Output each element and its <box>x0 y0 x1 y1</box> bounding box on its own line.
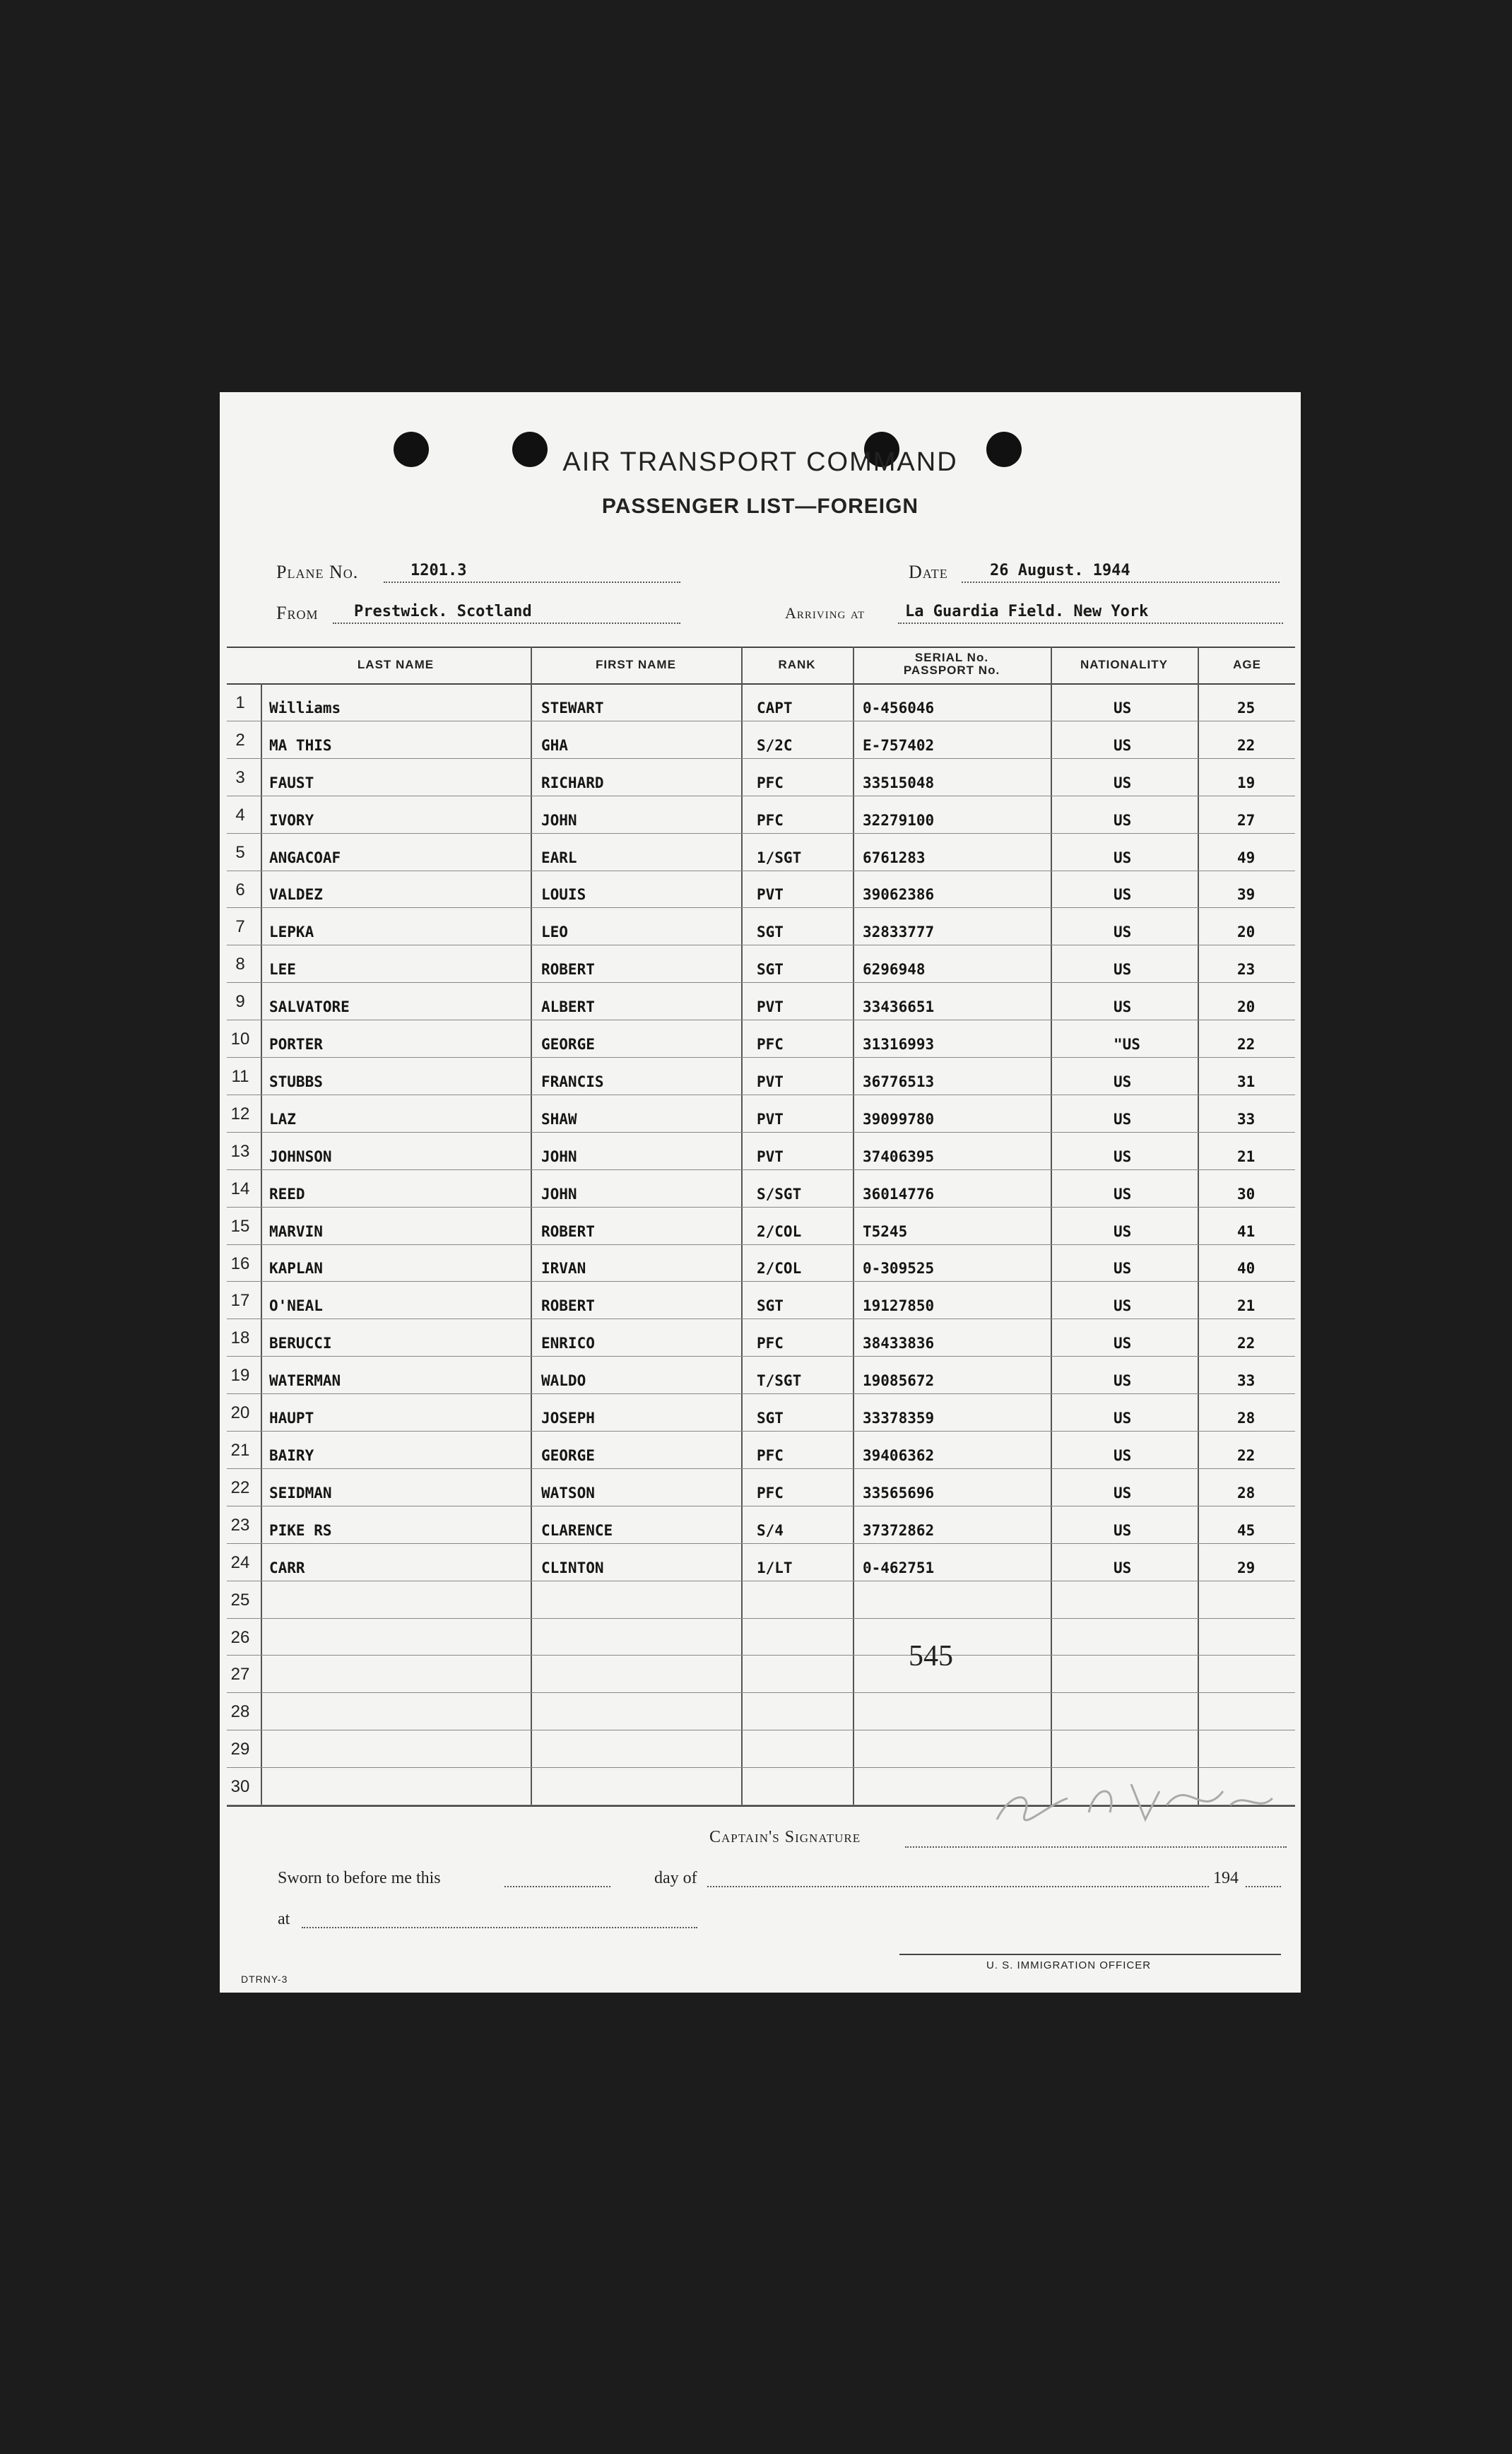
age-cell: 41 <box>1237 1222 1256 1240</box>
last-name-cell: KAPLAN <box>269 1260 323 1278</box>
row-number: 12 <box>230 1104 250 1123</box>
col-divider <box>1198 647 1199 1805</box>
last-name-cell: BAIRY <box>269 1446 314 1464</box>
plane-label: Plane No. <box>276 562 359 582</box>
serial-cell: 19085672 <box>863 1372 935 1390</box>
rank-cell: PFC <box>757 1446 784 1464</box>
first-name-cell: JOHN <box>541 1148 577 1165</box>
rank-cell: SGT <box>757 1410 784 1427</box>
row-number: 3 <box>235 767 245 787</box>
rank-cell: PVT <box>757 1110 784 1128</box>
age-cell: 45 <box>1237 1521 1256 1539</box>
row-number: 26 <box>230 1627 250 1647</box>
row-number: 11 <box>231 1067 249 1086</box>
row-number: 27 <box>230 1665 250 1685</box>
serial-cell: 37406395 <box>863 1148 935 1165</box>
row-number: 14 <box>230 1179 250 1198</box>
row-number: 29 <box>230 1740 250 1759</box>
first-name-cell: JOHN <box>541 811 577 829</box>
age-cell: 27 <box>1237 811 1256 829</box>
row-rule <box>227 1543 1295 1544</box>
from-label: From <box>276 603 319 623</box>
nationality-cell: US <box>1114 1222 1132 1240</box>
date-line <box>962 582 1280 583</box>
first-name-cell: ALBERT <box>541 998 595 1016</box>
row-number: 6 <box>235 880 245 899</box>
col-divider <box>1051 647 1052 1805</box>
last-name-cell: VALDEZ <box>269 886 323 904</box>
age-cell: 40 <box>1237 1260 1256 1278</box>
header-first-name: FIRST NAME <box>596 658 676 671</box>
nationality-cell: US <box>1114 1484 1132 1502</box>
rank-cell: S/4 <box>757 1521 784 1539</box>
row-number: 7 <box>235 917 245 937</box>
last-name-cell: IVORY <box>269 811 314 829</box>
first-name-cell: ROBERT <box>541 1297 595 1315</box>
nationality-cell: US <box>1114 998 1132 1016</box>
row-number: 16 <box>230 1253 250 1273</box>
rank-cell: 2/COL <box>757 1260 802 1278</box>
header-age: AGE <box>1233 658 1261 671</box>
age-cell: 49 <box>1237 849 1256 866</box>
serial-cell: 6761283 <box>863 849 926 866</box>
last-name-cell: WATERMAN <box>269 1372 341 1390</box>
row-rule <box>227 1692 1295 1693</box>
header-serial: SERIAL No. <box>914 651 989 664</box>
year-text: 194 <box>1213 1869 1239 1887</box>
row-rule <box>227 1244 1295 1245</box>
age-cell: 22 <box>1237 1036 1256 1053</box>
year-line <box>1246 1886 1281 1887</box>
rank-cell: PVT <box>757 1148 784 1165</box>
serial-cell: 32279100 <box>863 811 935 829</box>
rank-cell: PFC <box>757 1036 784 1053</box>
rank-cell: PFC <box>757 811 784 829</box>
first-name-cell: SHAW <box>541 1110 577 1128</box>
last-name-cell: SEIDMAN <box>269 1484 332 1502</box>
serial-cell: T5245 <box>863 1222 908 1240</box>
col-divider <box>853 647 854 1805</box>
date-value: 26 August. 1944 <box>990 562 1130 579</box>
age-cell: 30 <box>1237 1185 1256 1203</box>
last-name-cell: REED <box>269 1185 305 1203</box>
age-cell: 20 <box>1237 924 1256 941</box>
serial-cell: 33436651 <box>863 998 935 1016</box>
row-rule <box>227 907 1295 908</box>
rank-cell: PFC <box>757 1484 784 1502</box>
row-number: 30 <box>230 1777 250 1797</box>
rank-cell: SGT <box>757 1297 784 1315</box>
nationality-cell: US <box>1114 1521 1132 1539</box>
nationality-cell: US <box>1114 1260 1132 1278</box>
last-name-cell: MARVIN <box>269 1222 323 1240</box>
row-number: 17 <box>230 1291 250 1311</box>
nationality-cell: US <box>1114 1148 1132 1165</box>
last-name-cell: FAUST <box>269 774 314 791</box>
row-rule <box>227 1169 1295 1170</box>
stamp-number: 545 <box>909 1640 953 1673</box>
row-number: 25 <box>230 1590 250 1610</box>
row-rule <box>227 1057 1295 1058</box>
row-number: 19 <box>230 1366 250 1386</box>
age-cell: 22 <box>1237 1446 1256 1464</box>
last-name-cell: BERUCCI <box>269 1335 332 1352</box>
last-name-cell: HAUPT <box>269 1410 314 1427</box>
nationality-cell: US <box>1114 811 1132 829</box>
serial-cell: 0-309525 <box>863 1260 935 1278</box>
age-cell: 20 <box>1237 998 1256 1016</box>
first-name-cell: ENRICO <box>541 1335 595 1352</box>
rank-cell: 1/LT <box>757 1559 793 1576</box>
row-number: 15 <box>230 1216 250 1236</box>
serial-cell: E-757402 <box>863 736 935 754</box>
serial-cell: 32833777 <box>863 924 935 941</box>
age-cell: 28 <box>1237 1484 1256 1502</box>
first-name-cell: GEORGE <box>541 1036 595 1053</box>
last-name-cell: STUBBS <box>269 1073 323 1090</box>
captain-signature-line <box>905 1846 1287 1848</box>
arriving-value: La Guardia Field. New York <box>905 603 1149 620</box>
serial-cell: 36014776 <box>863 1185 935 1203</box>
plane-line <box>384 582 680 583</box>
row-rule <box>227 1356 1295 1357</box>
first-name-cell: FRANCIS <box>541 1073 604 1090</box>
nationality-cell: "US <box>1114 1036 1140 1053</box>
captain-signature-label: Captain's Signature <box>709 1828 861 1846</box>
first-name-cell: ROBERT <box>541 961 595 979</box>
last-name-cell: SALVATORE <box>269 998 350 1016</box>
nationality-cell: US <box>1114 1410 1132 1427</box>
last-name-cell: MA THIS <box>269 736 332 754</box>
age-cell: 39 <box>1237 886 1256 904</box>
age-cell: 28 <box>1237 1410 1256 1427</box>
row-rule <box>227 1468 1295 1469</box>
row-number: 28 <box>230 1702 250 1722</box>
arriving-label: Arriving at <box>785 604 866 622</box>
row-rule <box>227 982 1295 983</box>
age-cell: 21 <box>1237 1148 1256 1165</box>
first-name-cell: WALDO <box>541 1372 586 1390</box>
header-nationality: NATIONALITY <box>1080 658 1168 671</box>
row-rule <box>227 1618 1295 1619</box>
row-number: 21 <box>230 1441 250 1460</box>
last-name-cell: ANGACOAF <box>269 849 341 866</box>
row-rule <box>227 1281 1295 1282</box>
serial-cell: 39406362 <box>863 1446 935 1464</box>
nationality-cell: US <box>1114 961 1132 979</box>
serial-cell: 33378359 <box>863 1410 935 1427</box>
rank-cell: CAPT <box>757 699 793 716</box>
row-rule <box>227 1207 1295 1208</box>
table-header-rule <box>227 683 1295 685</box>
row-number: 5 <box>235 842 245 862</box>
row-rule <box>227 833 1295 834</box>
rank-cell: PFC <box>757 1335 784 1352</box>
serial-cell: 39062386 <box>863 886 935 904</box>
last-name-cell: LAZ <box>269 1110 296 1128</box>
row-number: 9 <box>235 992 245 1012</box>
rank-cell: S/2C <box>757 736 793 754</box>
passenger-list-sheet <box>220 392 1301 1993</box>
serial-cell: 36776513 <box>863 1073 935 1090</box>
captain-signature-scribble <box>983 1763 1280 1841</box>
nationality-cell: US <box>1114 1335 1132 1352</box>
last-name-cell: Williams <box>269 699 341 716</box>
last-name-cell: LEPKA <box>269 924 314 941</box>
last-name-cell: PIKE RS <box>269 1521 332 1539</box>
row-number: 24 <box>230 1552 250 1572</box>
serial-cell: 19127850 <box>863 1297 935 1315</box>
rank-cell: T/SGT <box>757 1372 802 1390</box>
col-divider <box>741 647 743 1805</box>
first-name-cell: ROBERT <box>541 1222 595 1240</box>
first-name-cell: RICHARD <box>541 774 604 791</box>
row-number: 13 <box>230 1141 250 1161</box>
at-text: at <box>278 1910 290 1928</box>
at-line <box>302 1927 697 1928</box>
rank-cell: PFC <box>757 774 784 791</box>
row-number: 2 <box>235 730 245 750</box>
last-name-cell: LEE <box>269 961 296 979</box>
table-top-rule <box>227 647 1295 648</box>
row-number: 10 <box>230 1030 250 1049</box>
nationality-cell: US <box>1114 699 1132 716</box>
age-cell: 19 <box>1237 774 1256 791</box>
rank-cell: 1/SGT <box>757 849 802 866</box>
row-number: 8 <box>235 955 245 974</box>
arriving-line <box>898 623 1283 624</box>
nationality-cell: US <box>1114 849 1132 866</box>
from-value: Prestwick. Scotland <box>354 603 532 620</box>
age-cell: 25 <box>1237 699 1256 716</box>
serial-cell: 0-462751 <box>863 1559 935 1576</box>
sworn-month-line <box>707 1886 1209 1887</box>
form-title: AIR TRANSPORT COMMAND <box>562 447 958 477</box>
nationality-cell: US <box>1114 1559 1132 1576</box>
age-cell: 22 <box>1237 1335 1256 1352</box>
rank-cell: SGT <box>757 924 784 941</box>
serial-cell: 33515048 <box>863 774 935 791</box>
last-name-cell: O'NEAL <box>269 1297 323 1315</box>
col-divider <box>531 647 532 1805</box>
nationality-cell: US <box>1114 1297 1132 1315</box>
row-rule <box>227 758 1295 759</box>
first-name-cell: CLARENCE <box>541 1521 613 1539</box>
age-cell: 22 <box>1237 736 1256 754</box>
officer-label: U. S. IMMIGRATION OFFICER <box>986 1959 1152 1971</box>
row-rule <box>227 1132 1295 1133</box>
first-name-cell: STEWART <box>541 699 604 716</box>
last-name-cell: CARR <box>269 1559 305 1576</box>
row-number: 23 <box>230 1515 250 1535</box>
serial-cell: 38433836 <box>863 1335 935 1352</box>
first-name-cell: JOSEPH <box>541 1410 595 1427</box>
row-rule <box>227 1393 1295 1394</box>
first-name-cell: GEORGE <box>541 1446 595 1464</box>
first-name-cell: WATSON <box>541 1484 595 1502</box>
row-number: 4 <box>235 805 245 825</box>
age-cell: 23 <box>1237 961 1256 979</box>
row-number: 18 <box>230 1328 250 1348</box>
header-rank: RANK <box>778 658 816 671</box>
row-number: 1 <box>235 693 245 712</box>
first-name-cell: LEO <box>541 924 568 941</box>
age-cell: 31 <box>1237 1073 1256 1090</box>
day-of-text: day of <box>654 1869 697 1887</box>
nationality-cell: US <box>1114 886 1132 904</box>
first-name-cell: CLINTON <box>541 1559 604 1576</box>
age-cell: 33 <box>1237 1372 1256 1390</box>
nationality-cell: US <box>1114 736 1132 754</box>
first-name-cell: LOUIS <box>541 886 586 904</box>
header-last-name: LAST NAME <box>357 658 435 671</box>
sworn-text: Sworn to before me this <box>278 1869 441 1887</box>
rank-cell: 2/COL <box>757 1222 802 1240</box>
header-passport: PASSPORT No. <box>903 663 1000 677</box>
from-line <box>333 623 680 624</box>
officer-signature-line <box>899 1954 1281 1955</box>
age-cell: 33 <box>1237 1110 1256 1128</box>
age-cell: 21 <box>1237 1297 1256 1315</box>
nationality-cell: US <box>1114 924 1132 941</box>
row-number: 22 <box>230 1477 250 1497</box>
nationality-cell: US <box>1114 1073 1132 1090</box>
serial-cell: 39099780 <box>863 1110 935 1128</box>
plane-value: 1201.3 <box>411 562 467 579</box>
last-name-cell: PORTER <box>269 1036 323 1053</box>
age-cell: 29 <box>1237 1559 1256 1576</box>
row-rule <box>227 1655 1295 1656</box>
serial-cell: 37372862 <box>863 1521 935 1539</box>
row-number: 20 <box>230 1403 250 1423</box>
rank-cell: PVT <box>757 998 784 1016</box>
date-label: Date <box>909 562 948 582</box>
first-name-cell: GHA <box>541 736 568 754</box>
rank-cell: S/SGT <box>757 1185 802 1203</box>
sworn-day-line <box>504 1886 610 1887</box>
nationality-cell: US <box>1114 1110 1132 1128</box>
rank-cell: PVT <box>757 1073 784 1090</box>
nationality-cell: US <box>1114 1446 1132 1464</box>
rank-cell: SGT <box>757 961 784 979</box>
serial-cell: 0-456046 <box>863 699 935 716</box>
nationality-cell: US <box>1114 1185 1132 1203</box>
serial-cell: 6296948 <box>863 961 926 979</box>
rank-cell: PVT <box>757 886 784 904</box>
last-name-cell: JOHNSON <box>269 1148 332 1165</box>
form-code: DTRNY-3 <box>241 1974 288 1985</box>
row-rule <box>227 1431 1295 1432</box>
serial-cell: 31316993 <box>863 1036 935 1053</box>
serial-cell: 33565696 <box>863 1484 935 1502</box>
nationality-cell: US <box>1114 774 1132 791</box>
first-name-cell: IRVAN <box>541 1260 586 1278</box>
nationality-cell: US <box>1114 1372 1132 1390</box>
first-name-cell: JOHN <box>541 1185 577 1203</box>
first-name-cell: EARL <box>541 849 577 866</box>
form-subtitle: PASSENGER LIST—FOREIGN <box>601 495 919 518</box>
